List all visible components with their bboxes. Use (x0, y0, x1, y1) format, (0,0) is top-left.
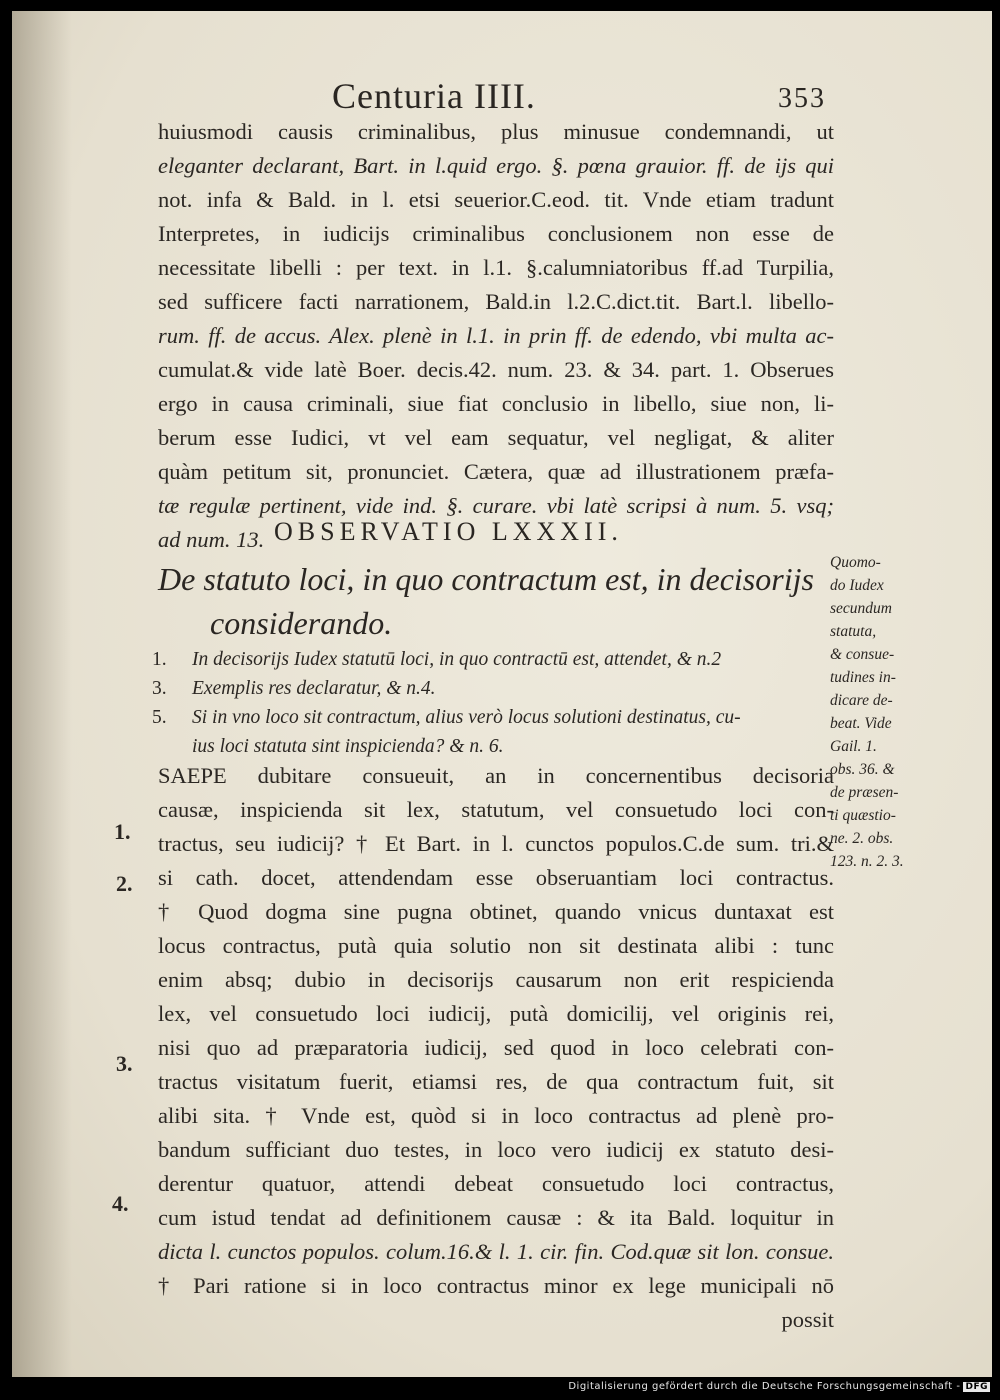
margin-note-line: obs. 36. & (830, 761, 895, 778)
text-line: tæ regulæ pertinent, vide ind. §. curare. vbi latè scripsi à num. 5. vsq; (158, 493, 834, 518)
book-page (12, 11, 992, 1377)
margin-note-line: & consue- (830, 646, 895, 663)
main-paragraph (158, 759, 834, 1337)
text-line: huiusmodi causis criminalibus, plus minusue condemnandi, ut (158, 119, 834, 144)
summary-item (152, 703, 828, 732)
text-line: ergo in causa criminali, siue fiat conclusio in libello, siue non, li- (158, 391, 834, 416)
text-line: berum esse Iudici, vt vel eam sequatur, vel negligat, & aliter (158, 425, 834, 450)
observatio-heading: OBSERVATIO LXXXII. (274, 517, 623, 546)
summary-number: 1. (152, 649, 167, 670)
margin-note-line: dicare de- (830, 692, 893, 709)
text-line: bandum sufficiant duo testes, in loco vero iudicij ex statuto desi- (158, 1137, 834, 1162)
summary-number: 3. (152, 678, 167, 699)
text-line: cumulat.& vide latè Boer. decis.42. num. 23. & 34. part. 1. Obserues (158, 357, 834, 382)
text-line: not. infa & Bald. in l. etsi seuerior.C.eod. tit. Vnde etiam tradunt (158, 187, 834, 212)
footer-text: Digitalisierung gefördert durch die Deutsche Forschungsgemeinschaft - (568, 1381, 961, 1392)
text-line: rum. ff. de accus. Alex. plenè in l.1. in prin ff. de edendo, vbi multa ac- (158, 323, 834, 348)
margin-number: 3. (116, 1051, 133, 1076)
margin-note-line: secundum (830, 600, 892, 617)
text-line: enim absq; dubio in decisorijs causarum non erit respicienda (158, 967, 834, 992)
text-line: lex, vel consuetudo loci iudicij, putà domicilij, vel originis rei, (158, 1001, 834, 1026)
text-line: sed sufficere facti narrationem, Bald.in l.2.C.dict.tit. Bart.l. libello- (158, 289, 834, 314)
text-line: derentur quatuor, attendi debeat consuetudo loci contractus, (158, 1171, 834, 1196)
margin-note-line: beat. Vide (830, 715, 892, 732)
text-line: † Quod dogma sine pugna obtinet, quando vnicus duntaxat est (158, 899, 834, 924)
margin-number: 2. (116, 871, 133, 896)
summary-text: ius loci statuta sint inspicienda? & n. 6. (192, 736, 504, 757)
text-line: nisi quo ad præparatoria iudicij, sed quod in loco celebrati con- (158, 1035, 834, 1060)
margin-note-line: tudines in- (830, 669, 896, 686)
margin-note-line: 123. n. 2. 3. (830, 853, 904, 870)
summary-item (152, 645, 828, 674)
catchword: possit (781, 1307, 834, 1332)
margin-number: 1. (114, 819, 131, 844)
text-line: alibi sita. † Vnde est, quòd si in loco contractus ad plenè pro- (158, 1103, 834, 1128)
summary-text: In decisorijs Iudex statutū loci, in quo contractū est, attendet, & n.2 (192, 649, 722, 670)
summary-item (152, 732, 828, 761)
margin-note-line: Gail. 1. (830, 738, 877, 755)
text-line: † Pari ratione si in loco contractus minor ex lege municipali nō (158, 1273, 834, 1298)
text-line: necessitate libelli : per text. in l.1. §.calumniatoribus ff.ad Turpilia, (158, 255, 834, 280)
margin-note-line: de præsen- (830, 784, 899, 801)
text-line: Interpretes, in iudicijs criminalibus conclusionem non esse de (158, 221, 834, 246)
running-head: Centuria IIII. (332, 76, 536, 116)
text-line: SAEPE dubitare consueuit, an in concernentibus decisoria (158, 763, 834, 788)
text-line: locus contractus, putà quia solutio non sit destinata alibi : tunc (158, 933, 834, 958)
text-line: eleganter declarant, Bart. in l.quid ergo. §. pœna grauior. ff. de ijs qui (158, 153, 834, 178)
dfg-logo: DFG (965, 1382, 988, 1392)
margin-note-line: Quomo- (830, 554, 881, 571)
summary-number: 5. (152, 707, 167, 728)
margin-note-line: ne. 2. obs. (830, 830, 894, 847)
margin-note-line: ti quæstio- (830, 807, 896, 824)
text-line: ad num. 13. (158, 527, 265, 552)
observatio-title (158, 557, 814, 645)
gutter-shadow (12, 11, 72, 1377)
text-line: dicta l. cunctos populos. colum.16.& l. 1. cir. fin. Cod.quæ sit lon. consue. (158, 1239, 834, 1264)
title-line: considerando. (210, 605, 393, 641)
margin-note-line: do Iudex (830, 577, 884, 594)
summary-text: Si in vno loco sit contractum, alius verò locus solutioni destinatus, cu- (192, 707, 741, 728)
text-line: quàm petitum sit, pronunciet. Cætera, quæ ad illustrationem præfa- (158, 459, 834, 484)
margin-note (830, 551, 920, 873)
summary-item (152, 674, 828, 703)
page-number: 353 (778, 83, 826, 114)
text-line: tractus visitatum fuerit, etiamsi res, de qua contractum fuit, sit (158, 1069, 834, 1094)
summary-text: Exemplis res declaratur, & n.4. (192, 678, 436, 699)
title-line: De statuto loci, in quo contractum est, in decisorijs (158, 561, 814, 597)
text-line: tractus, seu iudicij? † Et Bart. in l. cunctos populos.C.de sum. tri.& (158, 831, 834, 856)
text-line: si cath. docet, attendendam esse obseruantiam loci contractus. (158, 865, 834, 890)
margin-number: 4. (112, 1191, 129, 1216)
margin-note-line: statuta, (830, 623, 877, 640)
summary-list (152, 645, 828, 761)
top-paragraph (158, 115, 834, 557)
text-line: causæ, inspicienda sit lex, statutum, vel consuetudo loci con- (158, 797, 834, 822)
footer-credit (0, 1381, 990, 1392)
text-line: cum istud tendat ad definitionem causæ : & ita Bald. loquitur in (158, 1205, 834, 1230)
